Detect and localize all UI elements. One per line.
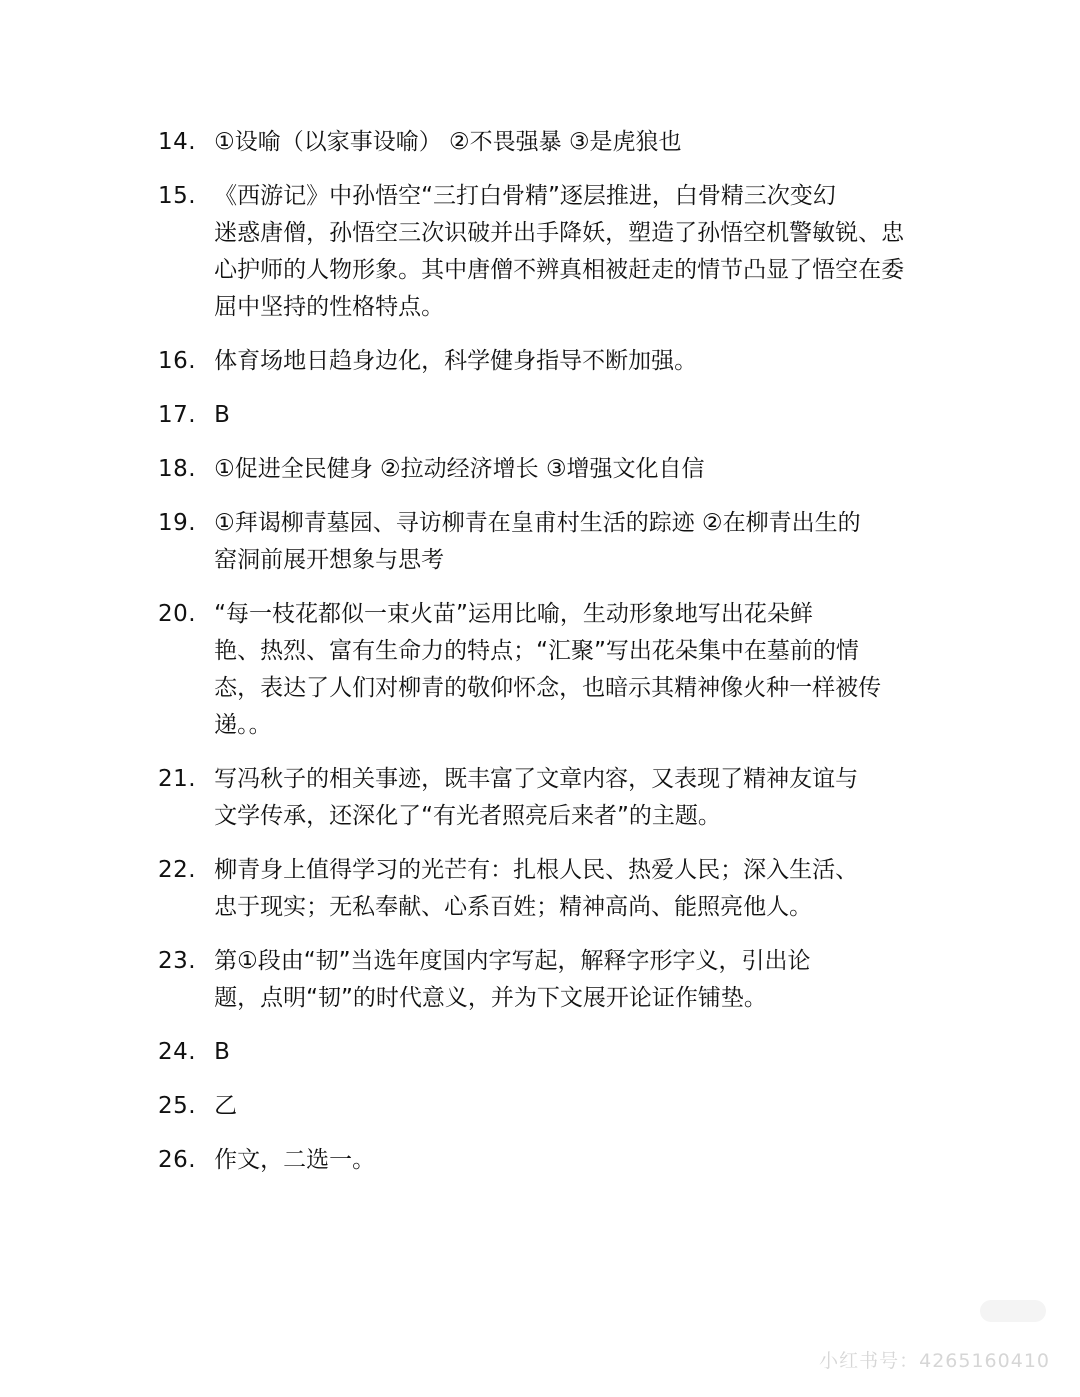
answer-item bbox=[158, 397, 918, 434]
answer-text: 《西游记》中孙悟空“三打白骨精”逐层推进，白骨精三次变幻 迷惑唐僧，孙悟空三次识破并出手降妖，塑造了孙悟空机警敏锐、忠 心护师的人物形象。其中唐僧不辨真相被赶走的情节凸显了悟空在委 屈中坚持的性格特点。 bbox=[214, 183, 905, 320]
watermark: 小红书号：4265160410 bbox=[819, 1350, 1050, 1372]
answer-number: 24. bbox=[158, 1039, 197, 1065]
answer-text: B bbox=[214, 402, 230, 428]
answer-text: 柳青身上值得学习的光芒有：扎根人民、热爱人民；深入生活、 忠于现实；无私奉献、心系百姓；精神高尚、能照亮他人。 bbox=[214, 857, 859, 920]
answer-item bbox=[158, 943, 918, 1017]
answer-number: 26. bbox=[158, 1147, 197, 1173]
answer-number: 22. bbox=[158, 857, 197, 883]
answer-text: 第①段由“韧”当选年度国内字写起，解释字形字义，引出论 题，点明“韧”的时代意义，并为下文展开论证作铺垫。 bbox=[214, 948, 811, 1011]
answer-number: 15. bbox=[158, 183, 197, 209]
answer-number: 23. bbox=[158, 948, 197, 974]
answer-list bbox=[158, 124, 918, 1196]
answer-text: B bbox=[214, 1039, 230, 1065]
answer-number: 20. bbox=[158, 601, 197, 627]
answer-item bbox=[158, 505, 918, 579]
answer-text: 写冯秋子的相关事迹，既丰富了文章内容，又表现了精神友谊与 文学传承，还深化了“有光者照亮后来者”的主题。 bbox=[214, 766, 859, 829]
answer-text: “每一枝花都似一束火苗”运用比喻，生动形象地写出花朵鲜 艳、热烈、富有生命力的特点；“汇聚”写出花朵集中在墓前的情 态，表达了人们对柳青的敬仰怀念，也暗示其精神像火种一样被传 递。。 bbox=[214, 601, 882, 738]
answer-item bbox=[158, 761, 918, 835]
answer-text: 体育场地日趋身边化，科学健身指导不断加强。 bbox=[214, 348, 698, 374]
answer-item bbox=[158, 852, 918, 926]
answer-text: 作文，二选一。 bbox=[214, 1147, 376, 1173]
answer-item bbox=[158, 178, 918, 326]
answer-item bbox=[158, 124, 918, 161]
answer-text: ①设喻（以家事设喻） ②不畏强暴 ③是虎狼也 bbox=[214, 129, 682, 155]
answer-number: 17. bbox=[158, 402, 197, 428]
answer-item bbox=[158, 1142, 918, 1179]
answer-number: 19. bbox=[158, 510, 197, 536]
answer-number: 18. bbox=[158, 456, 197, 482]
watermark-bubble bbox=[980, 1300, 1046, 1322]
answer-text: 乙 bbox=[214, 1093, 238, 1119]
answer-number: 14. bbox=[158, 129, 197, 155]
answer-item bbox=[158, 1034, 918, 1071]
answer-number: 21. bbox=[158, 766, 197, 792]
answer-number: 25. bbox=[158, 1093, 197, 1119]
answer-item bbox=[158, 596, 918, 744]
answer-item bbox=[158, 451, 918, 488]
answer-text: ①拜谒柳青墓园、寻访柳青在皇甫村生活的踪迹 ②在柳青出生的 窑洞前展开想象与思考 bbox=[214, 510, 861, 573]
answer-item bbox=[158, 1088, 918, 1125]
answer-item bbox=[158, 343, 918, 380]
answer-number: 16. bbox=[158, 348, 197, 374]
answer-text: ①促进全民健身 ②拉动经济增长 ③增强文化自信 bbox=[214, 456, 705, 482]
